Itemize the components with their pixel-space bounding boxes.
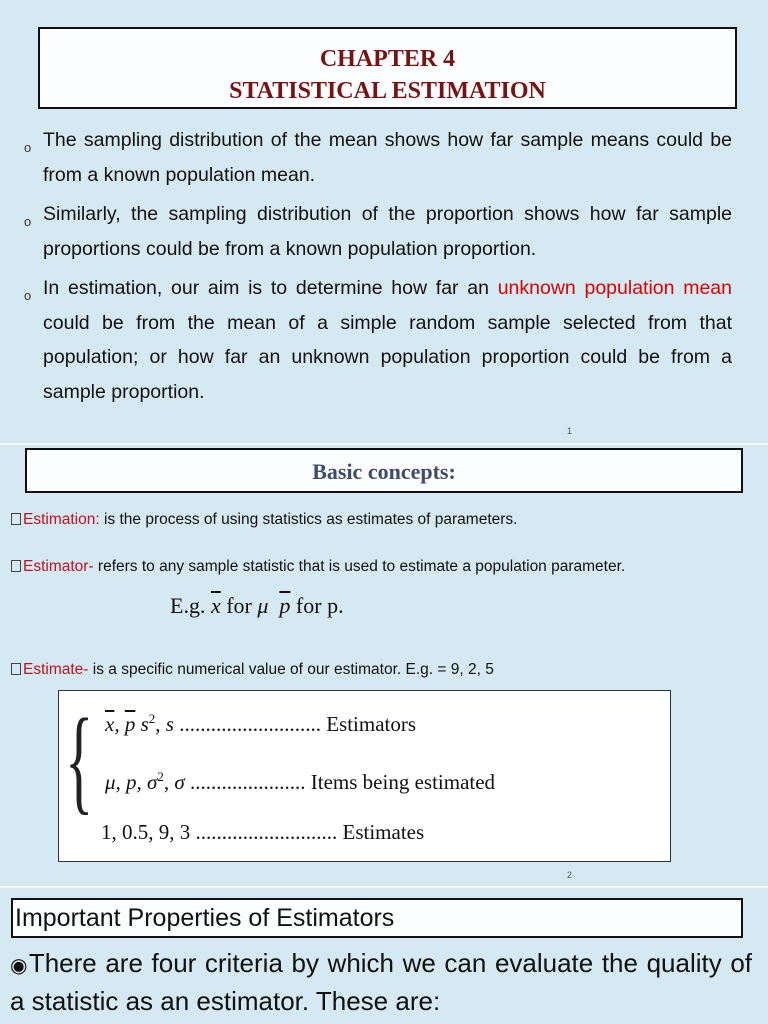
slide-2-title: Basic concepts: xyxy=(312,459,456,484)
left-brace: { xyxy=(65,694,94,825)
bullet-marker: o xyxy=(24,214,32,229)
slide-1-bullet-2: o Similarly, the sampling distribution of the proportion shows how far sample proportions could be from a known population proportion. xyxy=(24,203,732,260)
highlight-unknown-population-mean: unknown population mean xyxy=(497,277,732,299)
items-estimated-row: μ, p, $\sigma^2$, σ ...................... Items being estimated xyxy=(105,769,496,794)
slide-1-bullet-3: o In estimation, our aim is to determine how far an unknown population mean could be from the mean of a simple random sample selected from that population; or how far an unknown population proportion could be from a sample proportion. xyxy=(24,277,732,403)
estimator-example-formula: E.g. $\overline{x}$ for μ $\overline{p}$ for p. xyxy=(170,593,344,618)
slide-3-title: Important Properties of Estimators xyxy=(15,904,395,932)
page-number: 2 xyxy=(567,870,573,880)
slide-3-title-box xyxy=(11,898,743,938)
chapter-heading: CHAPTER 4 xyxy=(319,46,456,72)
chapter-title: STATISTICAL ESTIMATION xyxy=(229,78,546,104)
estimates-row: 1, 0.5, 9, 3 ........................... Estimates xyxy=(101,820,425,844)
page-number: 1 xyxy=(567,426,573,436)
bullet-marker-icon: ◉ xyxy=(10,955,29,977)
estimators-table-box xyxy=(58,690,671,862)
missing-glyph-icon xyxy=(11,663,21,675)
bullet-marker: o xyxy=(24,140,32,155)
definition-estimate: Estimate- is a specific numerical value of our estimator. E.g. = 9, 2, 5 xyxy=(11,659,744,681)
definition-estimator: Estimator- refers to any sample statistic that is used to estimate a population parameter. xyxy=(11,549,744,585)
estimators-row: $\overline{x}$, $\overline{p}$ $s^2$, s ........................... Estimators xyxy=(105,711,417,736)
slide-2-title-box xyxy=(25,448,743,493)
slide-3 xyxy=(0,888,768,1024)
missing-glyph-icon xyxy=(11,560,21,572)
missing-glyph-icon xyxy=(11,513,21,525)
slide-1-bullet-1: o The sampling distribution of the mean shows how far sample means could be from a known population mean. xyxy=(24,129,732,186)
slide-1 xyxy=(0,0,768,443)
slide-2 xyxy=(0,445,768,886)
slide-1-title-box xyxy=(38,27,737,109)
definition-estimation: Estimation: is the process of using statistics as estimates of parameters. xyxy=(11,509,744,531)
slide-3-bullet-1: ◉There are four criteria by which we can evaluate the quality of a statistic as an estimator. These are: xyxy=(10,948,752,1016)
bullet-marker: o xyxy=(24,288,32,303)
